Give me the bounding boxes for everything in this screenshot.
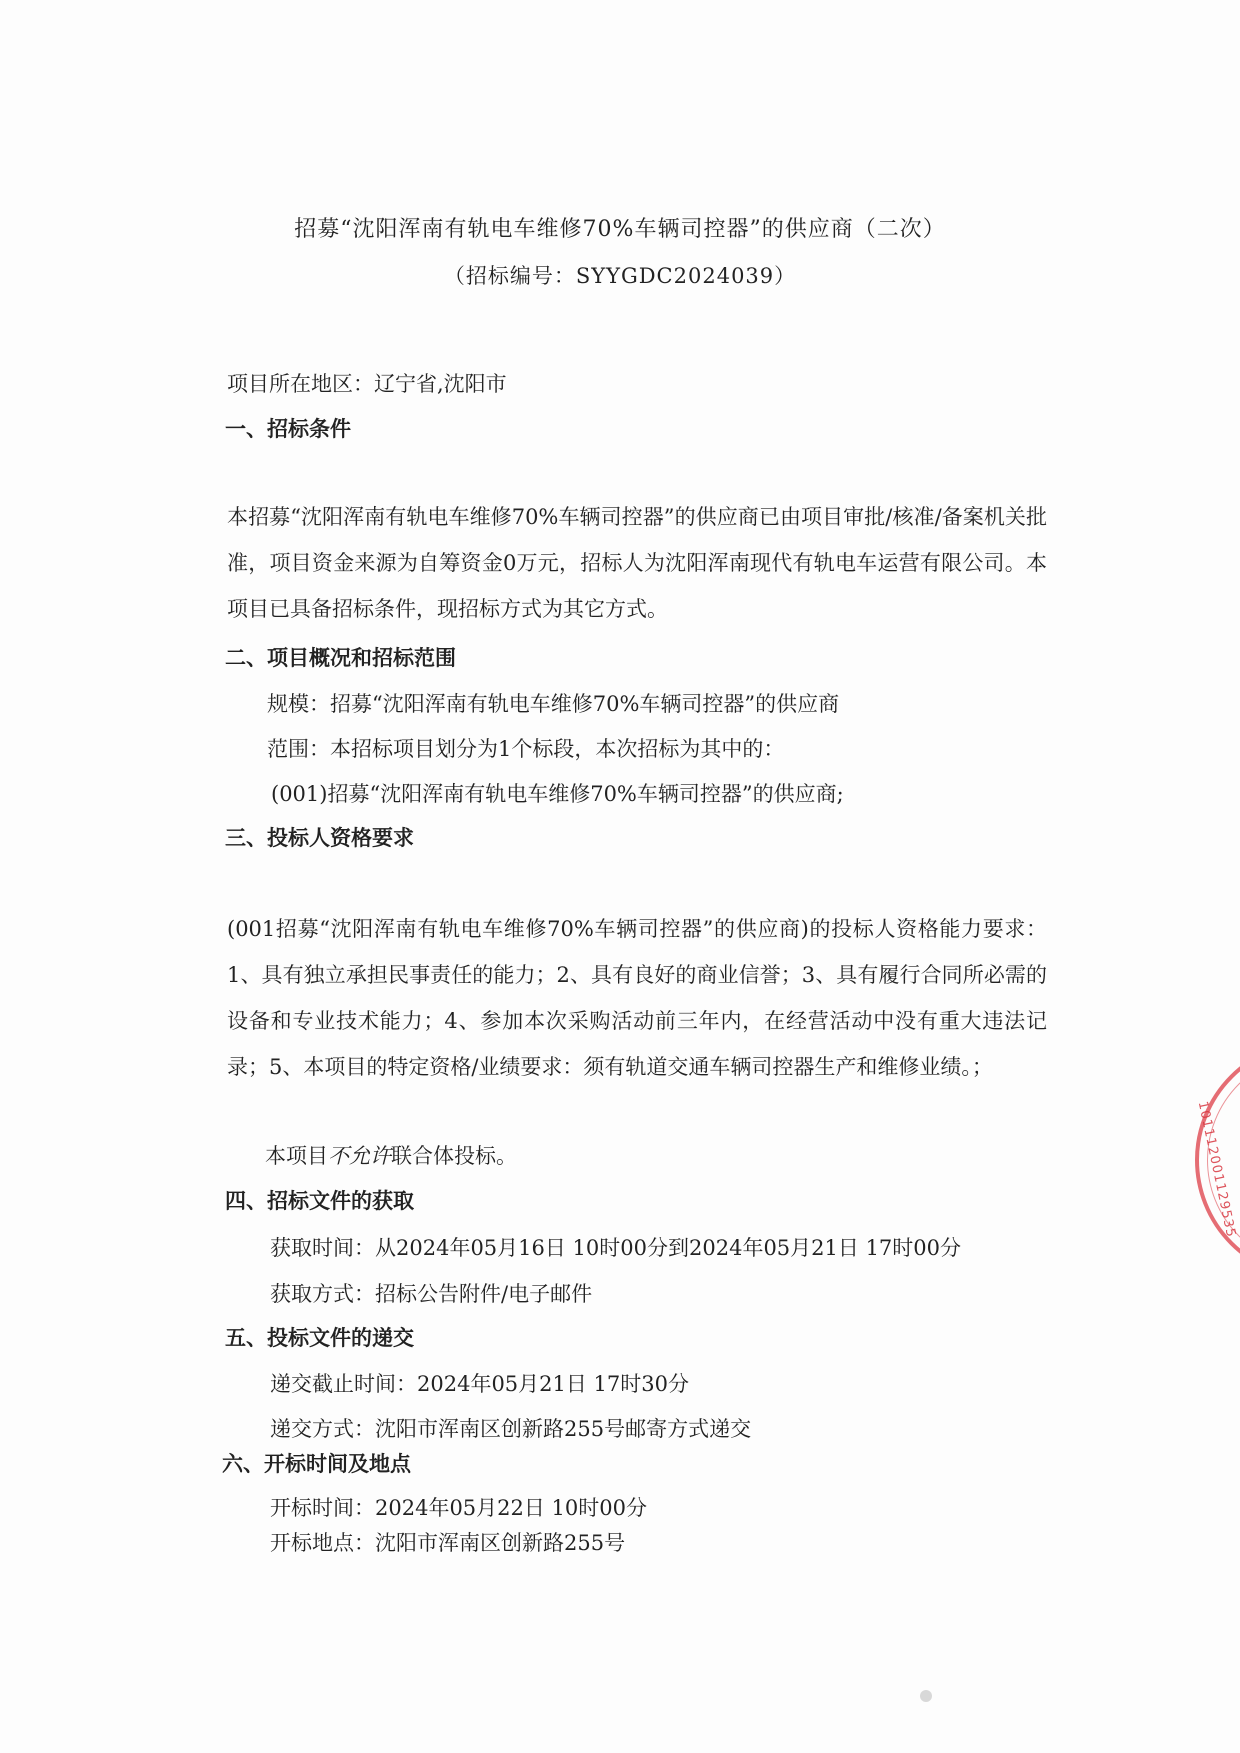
bid-number: （招标编号：SYYGDC2024039） [443, 264, 797, 288]
section4-time: 获取时间：从2024年05月16日 10时00分到2024年05月21日 17时00分 [270, 1236, 962, 1260]
section2-scale: 规模：招募“沈阳浑南有轨电车维修70%车辆司控器”的供应商 [267, 692, 840, 716]
region-line: 项目所在地区：辽宁省,沈阳市 [227, 372, 507, 396]
section6-place: 开标地点：沈阳市浑南区创新路255号 [270, 1531, 626, 1555]
section1-paragraph: 本招募“沈阳浑南有轨电车维修70%车辆司控器”的供应商已由项目审批/核准/备案机关批准，项目资金来源为自筹资金0万元，招标人为沈阳浑南现代有轨电车运营有限公司。本项目已具备招标条件，现招标方式为其它方式。 [227, 505, 1047, 621]
section2-scope: 范围：本招标项目划分为1个标段，本次招标为其中的： [267, 737, 785, 761]
seal-code: 101112001129535 [1195, 1099, 1239, 1240]
official-seal-stamp [1195, 1040, 1240, 1290]
section5-deadline: 递交截止时间：2024年05月21日 17时30分 [270, 1372, 690, 1396]
section1-heading: 一、招标条件 [225, 417, 351, 441]
scan-speck [920, 1690, 932, 1702]
section5-heading: 五、投标文件的递交 [225, 1326, 414, 1350]
section3-paragraph: (001招募“沈阳浑南有轨电车维修70%车辆司控器”的供应商)的投标人资格能力要求：1、具有独立承担民事责任的能力；2、具有良好的商业信誉；3、具有履行合同所必需的设备和专业技术能力；4、参加本次采购活动前三年内，在经营活动中没有重大违法记录；5、本项目的特定资格/业绩要求：须有轨道交通车辆司控器生产和维修业绩。； [227, 917, 1047, 1079]
section4-heading: 四、招标文件的获取 [225, 1189, 414, 1213]
consortium-not-allowed: 不允许 [328, 1144, 391, 1168]
section3-heading: 三、投标人资格要求 [225, 826, 414, 850]
document-title: 招募“沈阳浑南有轨电车维修70%车辆司控器”的供应商（二次） [294, 217, 946, 242]
consortium-prefix: 本项目 [265, 1144, 328, 1168]
section2-heading: 二、项目概况和招标范围 [225, 646, 456, 670]
section4-method: 获取方式：招标公告附件/电子邮件 [270, 1282, 593, 1306]
section2-lot: (001)招募“沈阳浑南有轨电车维修70%车辆司控器”的供应商; [271, 782, 844, 806]
section6-heading: 六、开标时间及地点 [222, 1452, 411, 1476]
section6-time: 开标时间：2024年05月22日 10时00分 [270, 1496, 648, 1520]
section5-method: 递交方式：沈阳市浑南区创新路255号邮寄方式递交 [270, 1417, 752, 1441]
consortium-line [265, 1140, 517, 1170]
consortium-suffix: 联合体投标。 [391, 1144, 517, 1168]
